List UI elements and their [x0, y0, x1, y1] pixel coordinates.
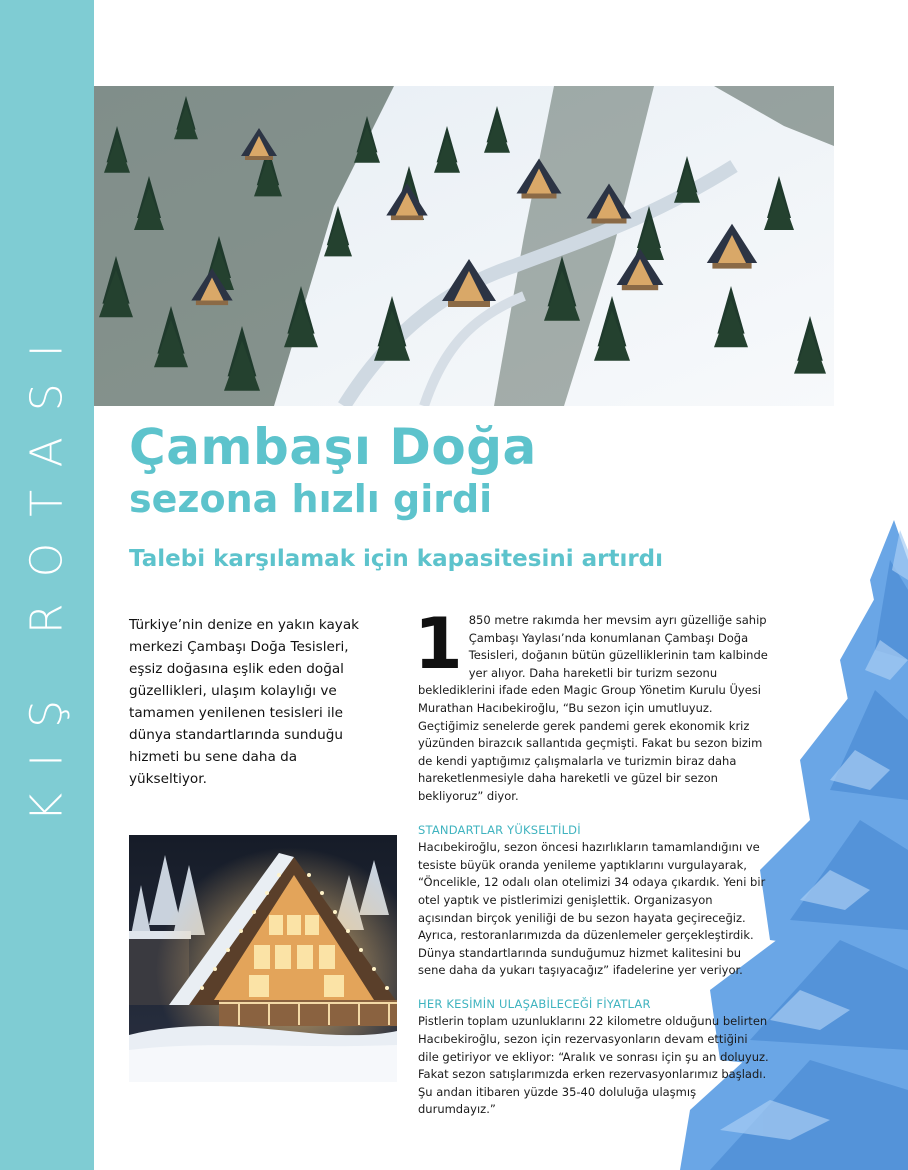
headline-line-2: sezona hızlı girdi	[129, 477, 493, 521]
section-text-prices: Pistlerin toplam uzunluklarını 22 kilometre olduğunu belirten Hacıbekiroğlu, sezon için rezervasyonların devam ettiğini dile getiriyor ve ekliyor: “Aralık ve sonrası için şu an doluyuz. Fakat sezon satışlarımızda erken rezervasyonlarımız başladı. Şu andan itibaren yüzde 35-40 doluluğa ulaşmış durumdayız.”	[418, 1014, 769, 1117]
intro-text: 850 metre rakımda her mevsim ayrı güzelliğe sahip Çambaşı Yaylası’nda konumlanan Çambaşı Doğa Tesisleri, doğanın bütün güzelliklerinin tam kalbinde yer alıyor. Daha hareketli bir turizm sezonu beklediklerini ifade eden Magic Group Yönetim Kurulu Üyesi Murathan Hacıbekiroğlu, “Bu sezon için umutluyuz. Geçtiğimiz senelerde gerek pandemi gerek ekonomik kriz yüzünden birazcık sallantıda geçmişti. Fakat bu sezon bizim de kendi yaptığımız çalışmalarla ve turizmin biraz daha hareketlenmesiyle daha hareketli ve güzel bir sezon bekliyoruz” diyor.	[418, 613, 768, 803]
side-color-band	[0, 0, 94, 1170]
intro-paragraph	[414, 603, 770, 806]
headline-line-1: Çambaşı Doğa	[129, 418, 537, 476]
section-label: KIŞ ROTASI	[21, 318, 73, 822]
section-heading-standards: STANDARTLAR YÜKSELTİLDİ	[418, 822, 581, 837]
cabin-photo	[129, 835, 397, 1082]
section-text-standards: Hacıbekiroğlu, sezon öncesi hazırlıkların tamamlandığını ve tesiste büyük oranda yenileme yaptıklarını vurgulayarak, “Öncelikle, 12 odalı olan otelimizi 34 odaya çıkardık. Yeni bir otel yaptık ve pistlerimizi genişlettik. Organizasyon açısından birçok yeniliği de bu sezon hayata geçireceğiz. Ayrıca, restoranlarımızda da düzenlemeler gerçekleştirdik. Dünya standartlarında sunduğumuz hizmet kalitesini bu sene daha da yukarı taşıyacağız” ifadelerine yer veriyor.	[418, 840, 766, 978]
hero-photo	[94, 86, 834, 406]
lead-paragraph: Türkiye’nin denize en yakın kayak merkezi Çambaşı Doğa Tesisleri, eşsiz doğasına eşlik eden doğal güzellikleri, ulaşım kolaylığı ve tamamen yenilenen tesisleri ile dünya standartlarında sunduğu hizmeti bu sene daha da yükseltiyor.	[129, 617, 360, 787]
subheadline: Talebi karşılamak için kapasitesini artırdı	[129, 546, 664, 572]
section-heading-prices: HER KESİMİN ULAŞABİLECEĞİ FİYATLAR	[418, 996, 651, 1011]
drop-cap: 1	[414, 603, 463, 685]
body-column	[414, 603, 770, 1119]
